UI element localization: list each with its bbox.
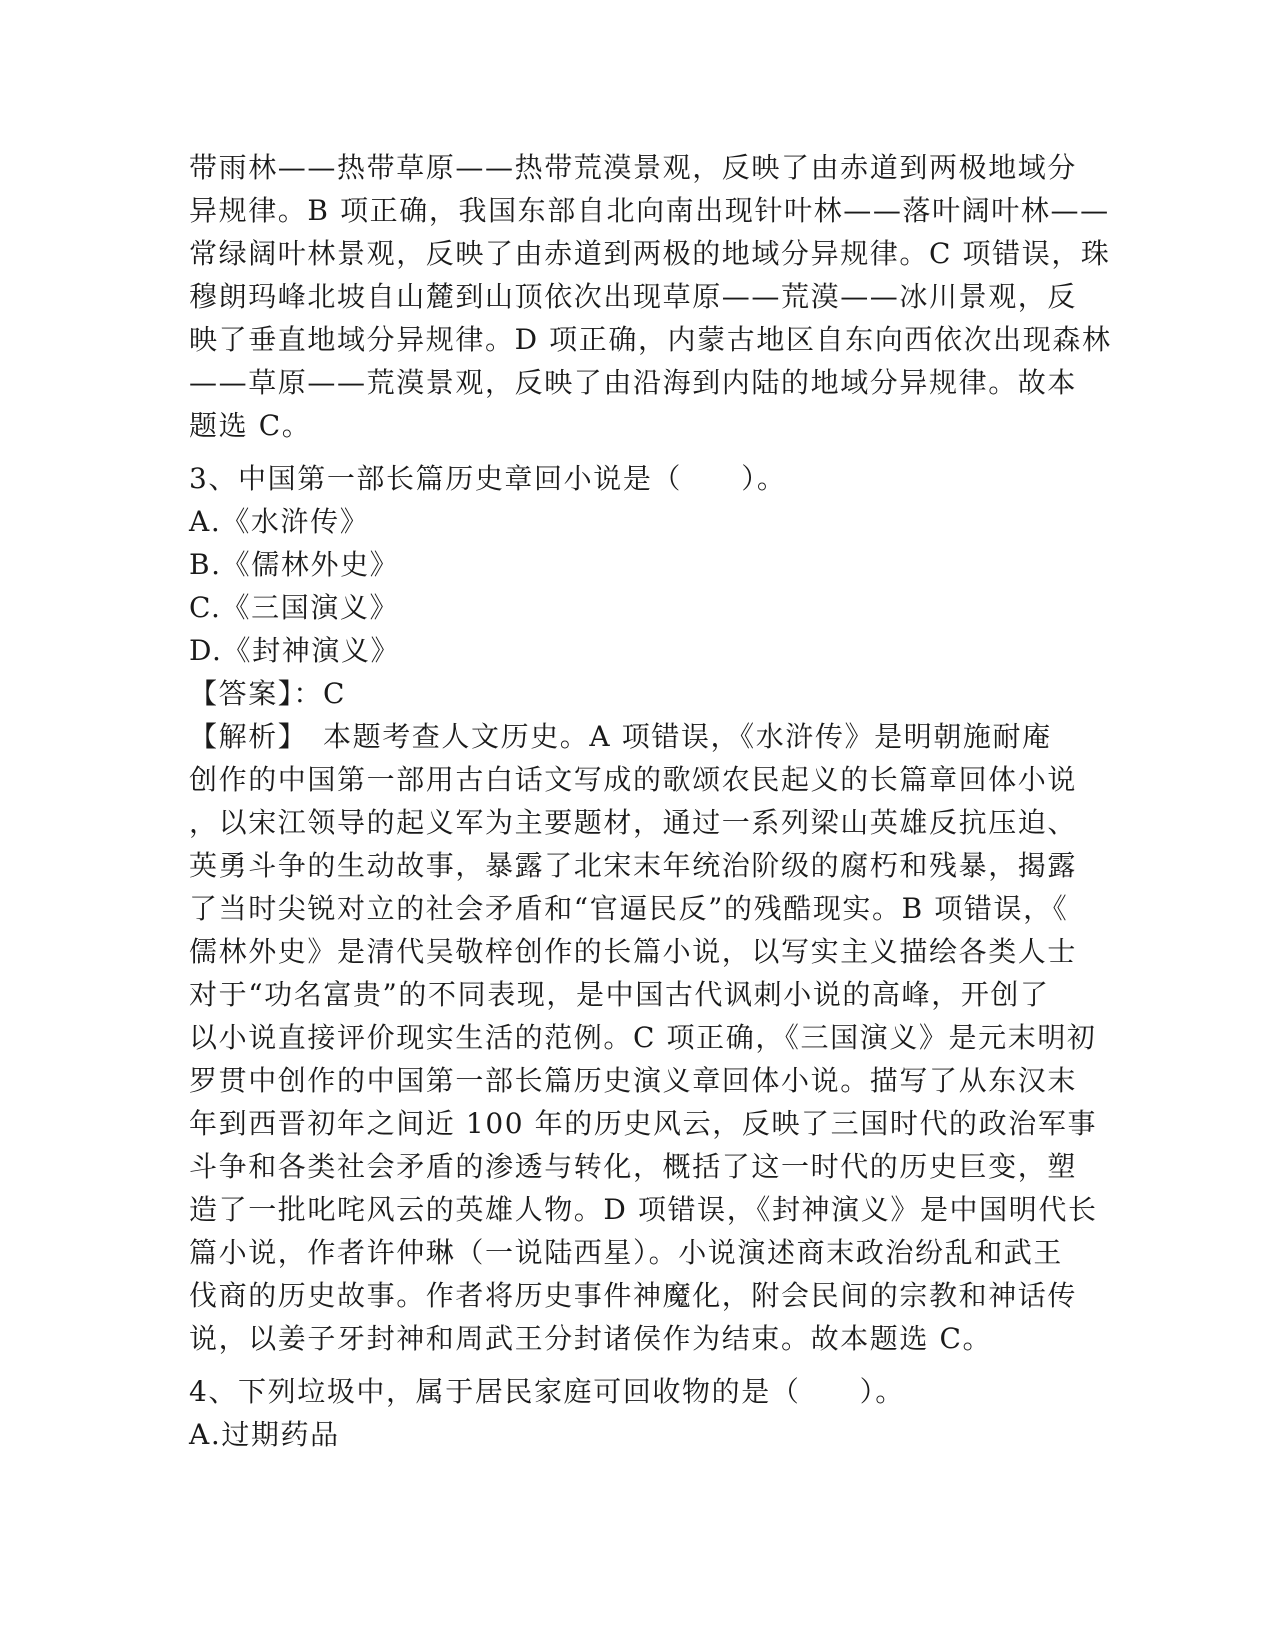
- explanation-line: 【解析】 本题考查人文历史。A 项错误，《水浒传》是明朝施耐庵: [189, 720, 1052, 753]
- explanation-line: 了当时尖锐对立的社会矛盾和“官逼民反”的残酷现实。B 项错误，《: [189, 892, 1069, 925]
- option-d: D.《封神演义》: [189, 634, 401, 667]
- explanation-line: 儒林外史》是清代吴敬梓创作的长篇小说，以写实主义描绘各类人士: [189, 935, 1078, 968]
- explanation-line: 创作的中国第一部用古白话文写成的歌颂农民起义的长篇章回体小说: [189, 763, 1078, 796]
- question-text: 4、下列垃圾中，属于居民家庭可回收物的是（ ）。: [189, 1375, 905, 1408]
- question-3: [189, 457, 1098, 1360]
- explanation-line: 斗争和各类社会矛盾的渗透与转化，概括了这一时代的历史巨变，塑: [189, 1150, 1078, 1183]
- option-a: A.《水浒传》: [189, 505, 370, 538]
- answer-value: C: [323, 677, 347, 710]
- previous-explanation-continuation: [189, 146, 1112, 447]
- spacer: [189, 447, 1089, 457]
- explanation-line: 以小说直接评价现实生活的范例。C 项正确，《三国演义》是元末明初: [189, 1021, 1097, 1054]
- text-line: 异规律。B 项正确，我国东部自北向南出现针叶林——落叶阔叶林——: [189, 194, 1110, 227]
- spacer: [189, 1360, 1089, 1370]
- document-page: [189, 146, 1112, 1456]
- explanation-line: ，以宋江领导的起义军为主要题材，通过一系列梁山英雄反抗压迫、: [189, 806, 1078, 839]
- answer-label: 【答案】：: [189, 677, 324, 710]
- text-line: 带雨林——热带草原——热带荒漠景观，反映了由赤道到两极地域分: [189, 151, 1078, 184]
- option-a: A.过期药品: [189, 1418, 340, 1451]
- explanation-line: 篇小说，作者许仲琳（一说陆西星）。小说演述商末政治纷乱和武王: [189, 1236, 1064, 1269]
- option-b: B.《儒林外史》: [189, 548, 400, 581]
- text-line: 映了垂直地域分异规律。D 项正确，内蒙古地区自东向西依次出现森林: [189, 323, 1112, 356]
- option-c: C.《三国演义》: [189, 591, 400, 624]
- answer-line: [189, 672, 1089, 715]
- question-4: [189, 1370, 1089, 1456]
- explanation-line: 对于“功名富贵”的不同表现，是中国古代讽刺小说的高峰，开创了: [189, 978, 1050, 1011]
- explanation-line: 罗贯中创作的中国第一部长篇历史演义章回体小说。描写了从东汉末: [189, 1064, 1078, 1097]
- question-text: 3、中国第一部长篇历史章回小说是（ ）。: [189, 462, 787, 495]
- text-line: 穆朗玛峰北坡自山麓到山顶依次出现草原——荒漠——冰川景观，反: [189, 280, 1078, 313]
- explanation-line: 年到西晋初年之间近 100 年的历史风云，反映了三国时代的政治军事: [189, 1107, 1098, 1140]
- text-line: 常绿阔叶林景观，反映了由赤道到两极的地域分异规律。C 项错误，珠: [189, 237, 1111, 270]
- explanation-line: 英勇斗争的生动故事，暴露了北宋末年统治阶级的腐朽和残暴，揭露: [189, 849, 1078, 882]
- text-line: 题选 C。: [189, 409, 312, 442]
- explanation-line: 说，以姜子牙封神和周武王分封诸侯作为结束。故本题选 C。: [189, 1322, 993, 1355]
- explanation-line: 伐商的历史故事。作者将历史事件神魔化，附会民间的宗教和神话传: [189, 1279, 1078, 1312]
- explanation-line: 造了一批叱咤风云的英雄人物。D 项错误，《封神演义》是中国明代长: [189, 1193, 1098, 1226]
- text-line: ——草原——荒漠景观，反映了由沿海到内陆的地域分异规律。故本: [189, 366, 1078, 399]
